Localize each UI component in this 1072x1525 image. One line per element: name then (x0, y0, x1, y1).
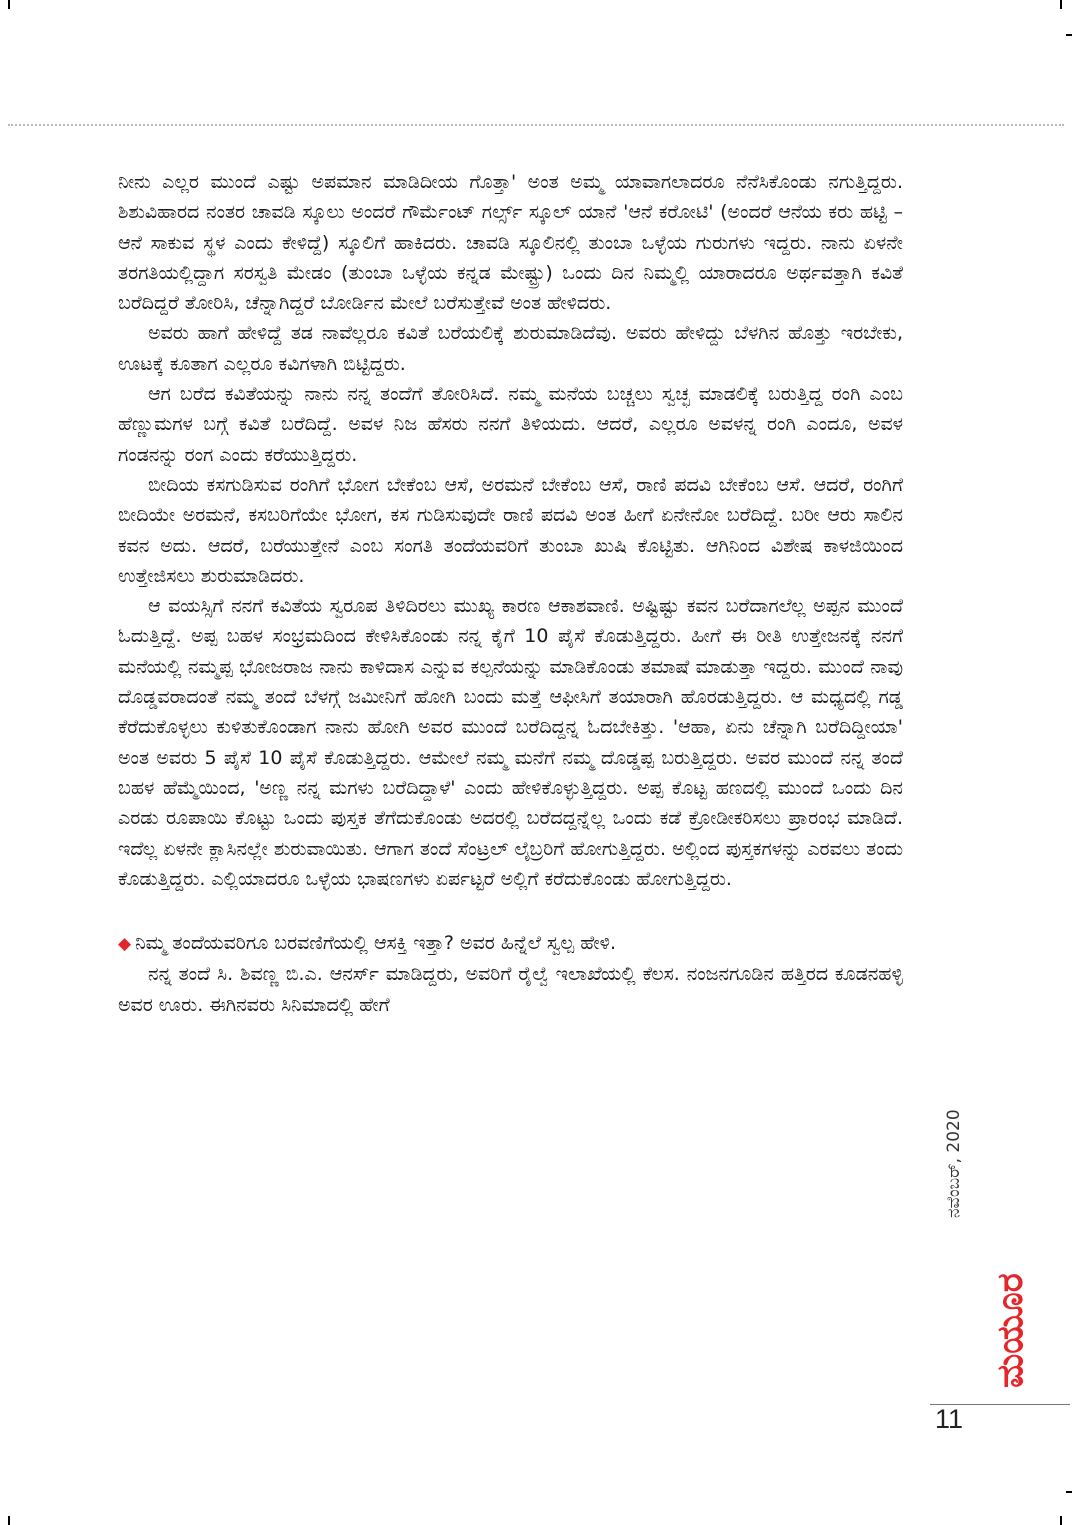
article-paragraph: ಅವರು ಹಾಗೆ ಹೇಳಿದ್ದೆ ತಡ ನಾವೆಲ್ಲರೂ ಕವಿತೆ ಬರೆಯಲಿಕ್ಕೆ ಶುರುಮಾಡಿದೆವು. ಅವರು ಹೇಳಿದ್ದು ಬೆಳಗಿನ ಹೊತ್ತು ಇರಬೇಕು, ಊಟಕ್ಕೆ ಕೂತಾಗ ಎಲ್ಲರೂ ಕವಿಗಳಾಗಿ ಬಿಟ್ಟಿದ್ದರು. (118, 322, 903, 375)
diamond-bullet-icon: ◆ (118, 934, 132, 955)
crop-mark-top-right (1060, 0, 1062, 9)
page-number: 11 (935, 1404, 964, 1434)
article-paragraph: ಆಗ ಬರೆದ ಕವಿತೆಯನ್ನು ನಾನು ನನ್ನ ತಂದೆಗೆ ತೋರಿಸಿದೆ. ನಮ್ಮ ಮನೆಯ ಬಚ್ಚಲು ಸ್ವಚ್ಛ ಮಾಡಲಿಕ್ಕೆ ಬರುತ್ತಿದ್ದ ರಂಗಿ ಎಂಬ ಹೆಣ್ಣುಮಗಳ ಬಗ್ಗೆ ಕವಿತೆ ಬರೆದಿದ್ದೆ. ಅವಳ ನಿಜ ಹೆಸರು ನನಗೆ ತಿಳಿಯದು. ಆದರೆ, ಎಲ್ಲರೂ ಅವಳನ್ನ ರಂಗಿ ಎಂದೂ, ಅವಳ ಗಂಡನನ್ನು ರಂಗ ಎಂದು ಕರೆಯುತ್ತಿದ್ದರು. (118, 383, 903, 466)
article-paragraph: ಆ ವಯಸ್ಸಿಗೆ ನನಗೆ ಕವಿತೆಯ ಸ್ವರೂಪ ತಿಳಿದಿರಲು ಮುಖ್ಯ ಕಾರಣ ಆಕಾಶವಾಣಿ. ಅಷ್ಟಿಷ್ಟು ಕವನ ಬರೆದಾಗಲೆಲ್ಲ ಅಪ್ಪನ ಮುಂದೆ ಓದುತ್ತಿದ್ದೆ. ಅಪ್ಪ ಬಹಳ ಸಂಭ್ರಮದಿಂದ ಕೇಳಿಸಿಕೊಂಡು ನನ್ನ ಕೈಗೆ 10 ಪೈಸೆ ಕೊಡುತ್ತಿದ್ದರು. ಹೀಗೆ ಈ ರೀತಿ ಉತ್ತೇಜನಕ್ಕೆ ನನಗೆ ಮನೆಯಲ್ಲಿ ನಮ್ಮಪ್ಪ ಭೋಜರಾಜ ನಾನು ಕಾಳಿದಾಸ ಎನ್ನುವ ಕಲ್ಪನೆಯನ್ನು ಮಾಡಿಕೊಂಡು ತಮಾಷೆ ಮಾಡುತ್ತಾ ಇದ್ದರು. ಮುಂದೆ ನಾವು ದೊಡ್ಡವರಾದಂತೆ ನಮ್ಮ ತಂದೆ ಬೆಳಗ್ಗೆ ಜಮೀನಿಗೆ ಹೋಗಿ ಬಂದು ಮತ್ತೆ ಆಫೀಸಿಗೆ ತಯಾರಾಗಿ ಹೊರಡುತ್ತಿದ್ದರು. ಆ ಮಧ್ಯದಲ್ಲಿ ಗಡ್ಡ ಕೆರೆದುಕೊಳ್ಳಲು ಕುಳಿತುಕೊಂಡಾಗ ನಾನು ಹೋಗಿ ಅವರ ಮುಂದೆ ಬರೆದಿದ್ದನ್ನ ಓದಬೇಕಿತ್ತು. 'ಆಹಾ, ಏನು ಚೆನ್ನಾಗಿ ಬರೆದಿದ್ದೀಯಾ' ಅಂತ ಅವರು 5 ಪೈಸೆ 10 ಪೈಸೆ ಕೊಡುತ್ತಿದ್ದರು. ಆಮೇಲೆ ನಮ್ಮ ಮನೆಗೆ ನಮ್ಮ ದೊಡ್ಡಪ್ಪ ಬರುತ್ತಿದ್ದರು. ಅವರ ಮುಂದೆ ನನ್ನ ತಂದೆ ಬಹಳ ಹೆಮ್ಮೆಯಿಂದ, 'ಅಣ್ಣ ನನ್ನ ಮಗಳು ಬರೆದಿದ್ದಾಳೆ' ಎಂದು ಹೇಳಿಕೊಳ್ಳುತ್ತಿದ್ದರು. ಅಪ್ಪ ಕೊಟ್ಟ ಹಣದಲ್ಲಿ ಮುಂದೆ ಒಂದು ದಿನ ಎರಡು ರೂಪಾಯಿ ಕೊಟ್ಟು ಒಂದು ಪುಸ್ತಕ ತೆಗೆದುಕೊಂಡು ಅದರಲ್ಲಿ ಬರೆದದ್ದನ್ನೆಲ್ಲ ಒಂದು ಕಡೆ ಕ್ರೋಡೀಕರಿಸಲು ಪ್ರಾರಂಭ ಮಾಡಿದೆ. ಇದೆಲ್ಲ ಏಳನೇ ಕ್ಲಾಸಿನಲ್ಲೇ ಶುರುವಾಯಿತು. ಆಗಾಗ ತಂದೆ ಸೆಂಟ್ರಲ್ ಲೈಬ್ರರಿಗೆ ಹೋಗುತ್ತಿದ್ದರು. ಅಲ್ಲಿಂದ ಪುಸ್ತಕಗಳನ್ನು ಎರವಲು ತಂದು ಕೊಡುತ್ತಿದ್ದರು. ಎಲ್ಲಿಯಾದರೂ ಒಳ್ಳೆಯ ಭಾಷಣಗಳು ಏರ್ಪಟ್ಟರೆ ಅಲ್ಲಿಗೆ ಕರೆದುಕೊಂಡು ಹೋಗುತ್ತಿದ್ದರು. (118, 595, 903, 890)
crop-mark-right-upper (1066, 34, 1072, 36)
crop-mark-bottom-right (1060, 1516, 1062, 1525)
magazine-name: ಮಯೂರ (990, 1273, 1031, 1388)
header-dotted-rule (8, 124, 1064, 126)
article-paragraph: ಬೀದಿಯ ಕಸಗುಡಿಸುವ ರಂಗಿಗೆ ಭೋಗ ಬೇಕೆಂಬ ಆಸೆ, ಅರಮನೆ ಬೇಕೆಂಬ ಆಸೆ, ರಾಣಿ ಪದವಿ ಬೇಕೆಂಬ ಆಸೆ. ಆದರೆ, ರಂಗಿಗೆ ಬೀದಿಯೇ ಅರಮನೆ, ಕಸಬರಿಗೆಯೇ ಭೋಗ, ಕಸ ಗುಡಿಸುವುದೇ ರಾಣಿ ಪದವಿ ಅಂತ ಹೀಗೆ ಏನೇನೋ ಬರೆದಿದ್ದೆ. ಬರೀ ಆರು ಸಾಲಿನ ಕವನ ಅದು. ಆದರೆ, ಬರೆಯುತ್ತೇನೆ ಎಂಬ ಸಂಗತಿ ತಂದೆಯವರಿಗೆ ತುಂಬಾ ಖುಷಿ ಕೊಟ್ಟಿತು. ಆಗಿನಿಂದ ವಿಶೇಷ ಕಾಳಜಿಯಿಂದ ಉತ್ತೇಜಿಸಲು ಶುರುಮಾಡಿದರು. (118, 473, 903, 587)
crop-mark-right-lower (1066, 1491, 1072, 1493)
interview-question-text: ನಿಮ್ಮ ತಂದೆಯವರಿಗೂ ಬರವಣಿಗೆಯಲ್ಲಿ ಆಸಕ್ತಿ ಇತ್ತಾ? ಅವರ ಹಿನ್ನೆಲೆ ಸ್ವಲ್ಪ ಹೇಳಿ. (135, 932, 617, 955)
article-body (118, 167, 903, 1020)
interview-question (118, 928, 903, 959)
interview-answer: ನನ್ನ ತಂದೆ ಸಿ. ಶಿವಣ್ಣ ಬಿ.ಎ. ಆನರ್ಸ್ ಮಾಡಿದ್ದರು, ಅವರಿಗೆ ರೈಲ್ವೆ ಇಲಾಖೆಯಲ್ಲಿ ಕೆಲಸ. ನಂಜನಗೂಡಿನ ಹತ್ತಿರದ ಕೂಡನಹಳ್ಳಿ ಅವರ ಊರು. ಈಗಿನವರು ಸಿನಿಮಾದಲ್ಲಿ ಹೇಗೆ (118, 963, 903, 1016)
issue-date: ನವೆಂಬರ್, 2020 (944, 1109, 964, 1218)
article-paragraph: ನೀನು ಎಲ್ಲರ ಮುಂದೆ ಎಷ್ಟು ಅಪಮಾನ ಮಾಡಿದೀಯ ಗೊತ್ತಾ' ಅಂತ ಅಮ್ಮ ಯಾವಾಗಲಾದರೂ ನೆನೆಸಿಕೊಂಡು ನಗುತ್ತಿದ್ದರು. ಶಿಶುವಿಹಾರದ ನಂತರ ಚಾವಡಿ ಸ್ಕೂಲು ಅಂದರೆ ಗೌರ್ಮೆಂಟ್ ಗರ್ಲ್ಸ್ ಸ್ಕೂಲ್ ಯಾನೆ 'ಆನೆ ಕರೋಟಿ' (ಅಂದರೆ ಆನೆಯ ಕರು ಹಟ್ಟಿ – ಆನೆ ಸಾಕುವ ಸ್ಥಳ ಎಂದು ಕೇಳಿದ್ದೆ) ಸ್ಕೂಲಿಗೆ ಹಾಕಿದರು. ಚಾವಡಿ ಸ್ಕೂಲಿನಲ್ಲಿ ತುಂಬಾ ಒಳ್ಳೆಯ ಗುರುಗಳು ಇದ್ದರು. ನಾನು ಏಳನೇ ತರಗತಿಯಲ್ಲಿದ್ದಾಗ ಸರಸ್ವತಿ ಮೇಡಂ (ತುಂಬಾ ಒಳ್ಳೆಯ ಕನ್ನಡ ಮೇಷ್ಟ್ರು) ಒಂದು ದಿನ ನಿಮ್ಮಲ್ಲಿ ಯಾರಾದರೂ ಅರ್ಥವತ್ತಾಗಿ ಕವಿತೆ ಬರೆದಿದ್ದರೆ ತೋರಿಸಿ, ಚೆನ್ನಾಗಿದ್ದರೆ ಬೋರ್ಡಿನ ಮೇಲೆ ಬರೆಸುತ್ತೇವೆ ಅಂತ ಹೇಳಿದರು. (118, 171, 903, 315)
crop-mark-top-left (8, 0, 10, 9)
crop-mark-bottom-left (8, 1516, 10, 1525)
